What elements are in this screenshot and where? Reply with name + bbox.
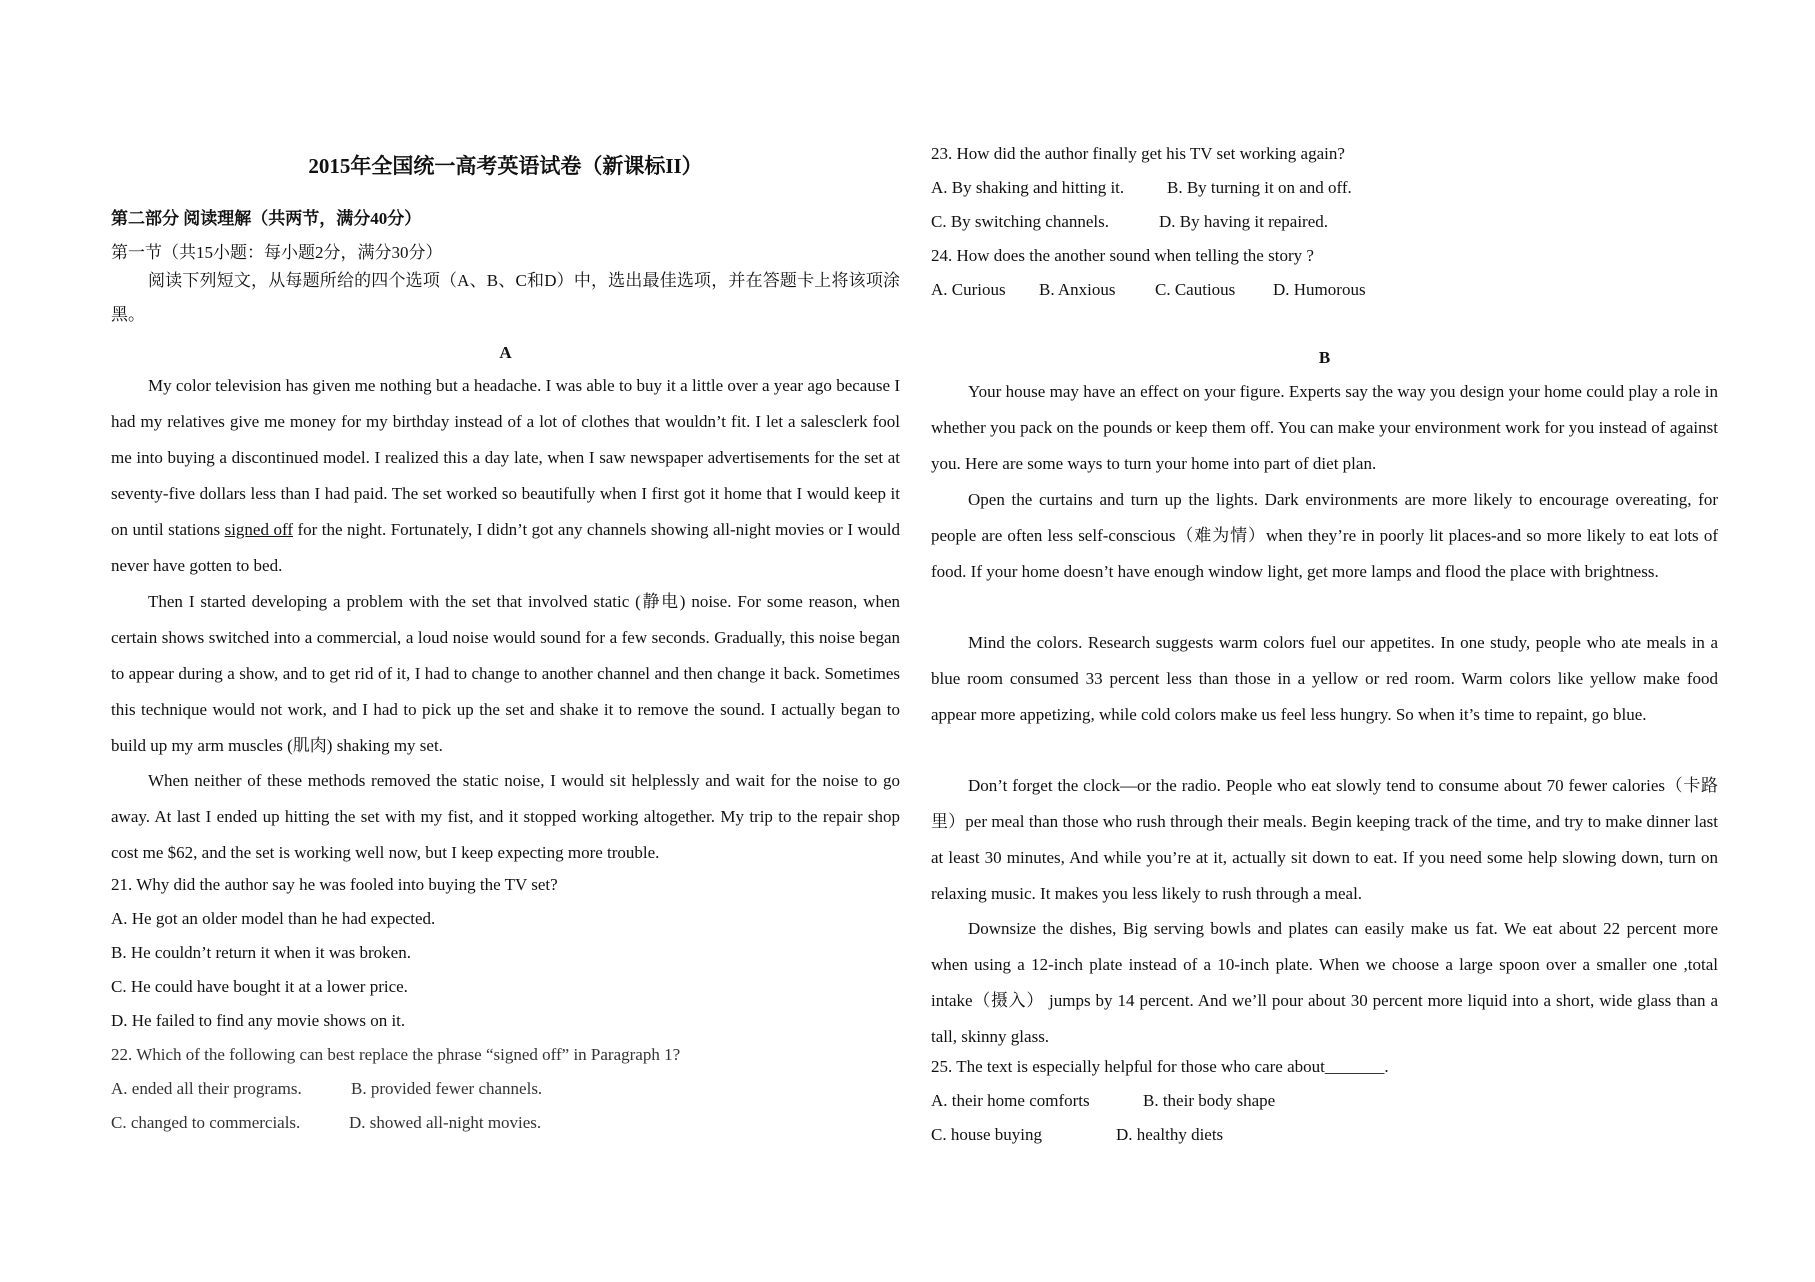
q23-option-d: D. By having it repaired. [1159, 212, 1329, 231]
q25-options-row-2 [931, 1125, 1223, 1145]
q23-option-b: B. By turning it on and off. [1167, 178, 1352, 197]
passage-a-paragraph-3: When neither of these methods removed the static noise, I would sit helplessly and wait for the noise to go away. At last I ended up hitting the set with my fist, and it stopped working altogether. My trip to the repair shop cost me $62, and the set is working well now, but I keep expecting more trouble. [111, 771, 900, 863]
q21-option-a: A. He got an older model than he had expected. [111, 909, 436, 928]
q22-options-row-1 [111, 1079, 542, 1099]
q24-option-d: D. Humorous [1273, 280, 1366, 299]
question-24: 24. How does the another sound when telling the story ? [931, 246, 1314, 265]
passage-a-paragraph-1 [111, 368, 900, 585]
q25-option-c: C. house buying [931, 1125, 1042, 1144]
q22-options-row-2 [111, 1113, 541, 1133]
passage-a-p1-text-end: for the night. Fortunately, I didn’t got any channels showing all-night movies or I would never have gotten to bed. [111, 520, 900, 576]
question-23: 23. How did the author finally get his TV set working again? [931, 144, 1345, 163]
passage-b-paragraph-4: Don’t forget the clock—or the radio. People who eat slowly tend to consume about 70 fewer calories（卡路里）per meal than those who rush through their meals. Begin keeping track of the time, and try to make dinner last at least 30 minutes, And while you’re at it, actually sit down to eat. If you need some help slowing down, turn on relaxing music. It makes you less likely to rush through a meal. [931, 776, 1718, 904]
q22-option-a: A. ended all their programs. [111, 1079, 302, 1098]
question-25: 25. The text is especially helpful for those who care about_______. [931, 1057, 1389, 1076]
q23-options-row-1 [931, 178, 1352, 198]
passage-b-paragraph-3: Mind the colors. Research suggests warm colors fuel our appetites. In one study, people who ate meals in a blue room consumed 33 percent less than those in a yellow or red room. Warm colors like yellow make food appear more appetizing, while cold colors make us feel less hungry. So when it’s time to repaint, go blue. [931, 633, 1718, 725]
passage-a-label: A [499, 343, 512, 362]
q24-option-a: A. Curious [931, 280, 1006, 299]
q25-option-b: B. their body shape [1143, 1091, 1276, 1110]
q21-option-d: D. He failed to find any movie shows on it. [111, 1011, 406, 1030]
instructions: 阅读下列短文，从每题所给的四个选项（A、B、C和D）中，选出最佳选项，并在答题卡上将该项涂黑。 [111, 271, 900, 324]
q21-option-c: C. He could have bought it at a lower price. [111, 977, 408, 996]
exam-title: 2015年全国统一高考英语试卷（新课标II） [308, 154, 703, 178]
passage-a-p1-text-start: My color television has given me nothing but a headache. I was able to buy it a little over a year ago because I had my relatives give me money for my birthday instead of a lot of clothes that wouldn’t fit. I let a salesclerk fool me into buying a discontinued model. I realized this a day late, when I saw newspaper advertisements for the set at seventy-five dollars less than I had paid. The set worked so beautifully when I first got it home that I would keep it on until stations [111, 376, 900, 540]
question-22: 22. Which of the following can best replace the phrase “signed off” in Paragraph 1? [111, 1045, 681, 1064]
q25-options-row-1 [931, 1091, 1275, 1111]
q22-option-c: C. changed to commercials. [111, 1113, 301, 1132]
passage-b-paragraph-1: Your house may have an effect on your figure. Experts say the way you design your home could play a role in whether you pack on the pounds or keep them off. You can make your environment work for you instead of against you. Here are some ways to turn your home into part of diet plan. [931, 382, 1718, 474]
q21-option-b: B. He couldn’t return it when it was broken. [111, 943, 411, 962]
q22-option-b: B. provided fewer channels. [351, 1079, 543, 1098]
signed-off-phrase: signed off [224, 520, 293, 540]
question-21: 21. Why did the author say he was fooled into buying the TV set? [111, 875, 558, 894]
section-heading: 第二部分 阅读理解（共两节，满分40分） [111, 209, 422, 228]
q23-option-c: C. By switching channels. [931, 212, 1110, 231]
q23-options-row-2 [931, 212, 1328, 232]
passage-a-paragraph-2: Then I started developing a problem with the set that involved static (静电) noise. For some reason, when certain shows switched into a commercial, a loud noise would sound for a few seconds. Gradually, this noise began to appear during a show, and to get rid of it, I had to change to another channel and then change it back. Sometimes this technique would not work, and I had to pick up the set and shake it to remove the sound. I actually began to build up my arm muscles (肌肉) shaking my set. [111, 592, 900, 756]
q24-option-c: C. Cautious [1155, 280, 1236, 299]
q25-option-a: A. their home comforts [931, 1091, 1090, 1110]
q23-option-a: A. By shaking and hitting it. [931, 178, 1125, 197]
q24-options-row [931, 280, 1366, 300]
q24-option-b: B. Anxious [1039, 280, 1116, 299]
q22-option-d: D. showed all-night movies. [349, 1113, 542, 1132]
subsection-heading: 第一节（共15小题：每小题2分，满分30分） [111, 243, 443, 262]
passage-b-paragraph-5: Downsize the dishes, Big serving bowls and plates can easily make us fat. We eat about 22 percent more when using a 12-inch plate instead of a 10-inch plate. When we choose a large spoon over a smaller one ,total intake（摄入） jumps by 14 percent. And we’ll pour about 30 percent more liquid into a short, wide glass than a tall, skinny glass. [931, 919, 1718, 1047]
passage-b-label: B [1318, 348, 1331, 367]
passage-b-paragraph-2: Open the curtains and turn up the lights. Dark environments are more likely to encourage overeating, for people are often less self-conscious（难为情）when they’re in poorly lit places-and so more likely to eat lots of food. If your home doesn’t have enough window light, get more lamps and flood the place with brightness. [931, 490, 1718, 582]
q25-option-d: D. healthy diets [1116, 1125, 1224, 1144]
